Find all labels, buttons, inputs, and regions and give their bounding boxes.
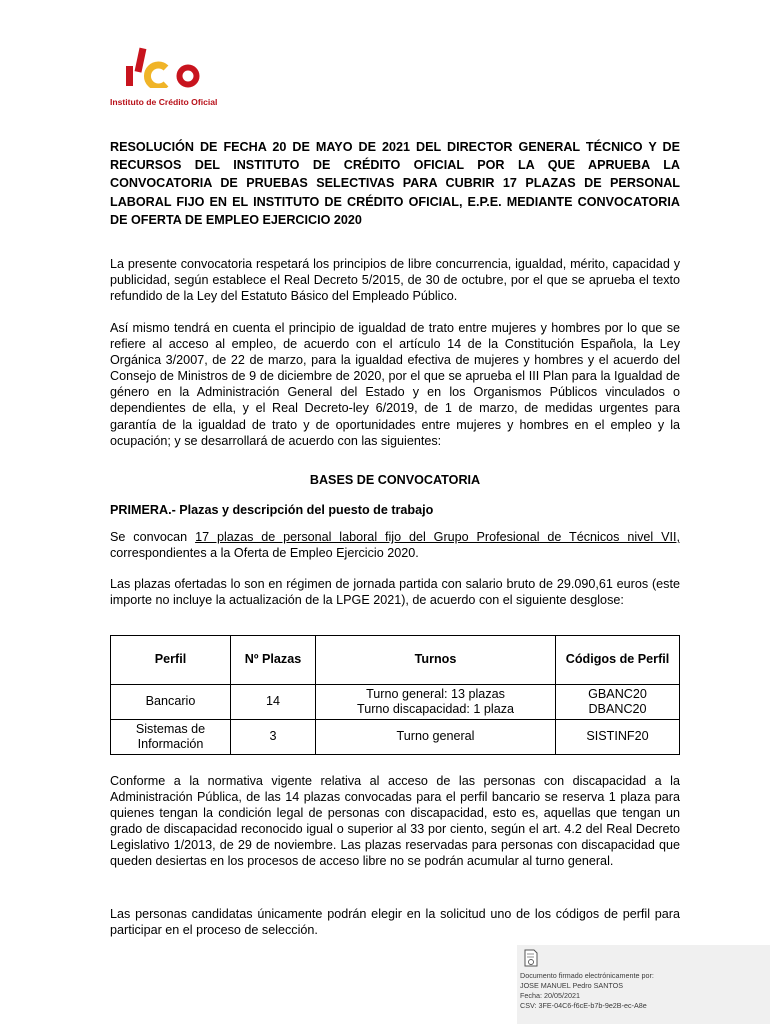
- document-signature-icon: [524, 949, 538, 967]
- logo-o: [180, 68, 197, 85]
- cell-perfil: Bancario: [111, 685, 231, 720]
- stamp-signed-by-label: Documento firmado electrónicamente por:: [520, 971, 654, 980]
- cell-turnos: [316, 685, 556, 720]
- ico-logo-mark: [122, 44, 222, 88]
- paragraph-salario: Las plazas ofertadas lo son en régimen de jornada partida con salario bruto de 29.090,61 euros (este importe no incluye la actualización de la LPGE 2021), de acuerdo con el siguiente desglose:: [110, 577, 680, 608]
- plazas-table: [110, 635, 680, 755]
- paragraph-principles: La presente convocatoria respetará los principios de libre concurrencia, igualdad, mérito, capacidad y publicidad, según establece el Real Decreto 5/2015, de 30 de octubre, por el que se aprueba el texto refundido de la Ley del Estatuto Básico del Empleado Público.: [110, 257, 680, 304]
- stamp-signer: JOSE MANUEL Pedro SANTOS: [520, 981, 624, 990]
- paragraph-equality: Así mismo tendrá en cuenta el principio de igualdad de trato entre mujeres y hombres por lo que se refiere al acceso al empleo, de acuerdo con el artículo 14 de la Constitución Española, la Ley Orgánica 3/2007, de 22 de marzo, para la igualdad efectiva de mujeres y hombres y el acuerdo del Consejo de Ministros de 9 de diciembre de 2020, por el que se aprueba el III Plan para la Igualdad de género en la Administración General del Estado y en los Organismos Públicos vinculados o dependientes de ella, y el Real Decreto-ley 6/2019, de 1 de marzo, de medidas urgentes para garantía de la igualdad de trato y de oportunidades entre mujeres y hombres en el empleo y la ocupación; y se desarrollará de acuerdo con las siguientes:: [110, 321, 680, 448]
- header-plazas: Nº Plazas: [231, 636, 316, 685]
- cell-perfil: [111, 720, 231, 755]
- logo-i-stem: [126, 66, 133, 86]
- cell-codigos: SISTINF20: [556, 720, 680, 755]
- stamp-date: Fecha: 20/05/2021: [520, 991, 580, 1000]
- header-perfil: Perfil: [111, 636, 231, 685]
- plazas-suffix: correspondientes a la Oferta de Empleo Ejercicio 2020.: [110, 546, 419, 561]
- cell-plazas: 3: [231, 720, 316, 755]
- cell-codigos: [556, 685, 680, 720]
- table-row: [111, 720, 680, 755]
- logo-c: [147, 65, 166, 87]
- header-codigos: Códigos de Perfil: [556, 636, 680, 685]
- plazas-prefix: Se convocan: [110, 530, 196, 544]
- signature-stamp: [517, 945, 770, 1024]
- stamp-csv: CSV: 3FE-04C6-f6cE-b7b-9e2B-ec-A8e: [520, 1001, 647, 1010]
- primera-heading: PRIMERA.- Plazas y descripción del puesto de trabajo: [110, 503, 434, 517]
- turno-line: Turno discapacidad: 1 plaza: [356, 702, 515, 716]
- cell-turnos: Turno general: [316, 720, 556, 755]
- cell-plazas: 14: [231, 685, 316, 720]
- table-row: [111, 685, 680, 720]
- turno-line: Turno general: 13 plazas: [366, 686, 505, 701]
- ico-logo: [108, 44, 238, 112]
- logo-accent: [135, 48, 147, 73]
- logo-caption: Instituto de Crédito Oficial: [110, 97, 218, 107]
- paragraph-plazas: [110, 529, 680, 561]
- paragraph-discapacidad: Conforme a la normativa vigente relativa al acceso de las personas con discapacidad a la Administración Pública, de las 14 plazas convocadas para el perfil bancario se reserva 1 plaza para quienes tengan la condición legal de personas con discapacidad, esto es, aquellas que tengan un grado de discapacidad reconocido igual o superior al 33 por ciento, según el art. 4.2 del Real Decreto Legislativo 1/2013, de 29 de noviembre. Las plazas reservadas para personas con discapacidad que queden desiertas en los procesos de acceso libre no se podrán acumular al turno general.: [110, 774, 680, 869]
- paragraph-codigos: Las personas candidatas únicamente podrán elegir en la solicitud uno de los códigos de perfil para participar en el proceso de selección.: [110, 907, 680, 938]
- header-turnos: Turnos: [316, 636, 556, 685]
- codigo-line: GBANC20: [588, 686, 647, 701]
- plazas-underlined: 17 plazas de personal laboral fijo del Grupo Profesional de Técnicos nivel VII,: [195, 530, 680, 544]
- perfil-line: Información: [137, 737, 204, 751]
- perfil-line: Sistemas de: [135, 721, 206, 736]
- codigo-line: DBANC20: [588, 702, 647, 716]
- bases-heading: BASES DE CONVOCATORIA: [309, 473, 481, 487]
- resolution-title: RESOLUCIÓN DE FECHA 20 DE MAYO DE 2021 DEL DIRECTOR GENERAL TÉCNICO Y DE RECURSOS DEL INSTITUTO DE CRÉDITO OFICIAL POR LA QUE APRUEBA LA CONVOCATORIA DE PRUEBAS SELECTIVAS PARA CUBRIR 17 PLAZAS DE PERSONAL LABORAL FIJO EN EL INSTITUTO DE CRÉDITO OFICIAL, E.P.E. MEDIANTE CONVOCATORIA DE OFERTA DE EMPLEO EJERCICIO 2020: [110, 140, 680, 227]
- table-header-row: [111, 636, 680, 685]
